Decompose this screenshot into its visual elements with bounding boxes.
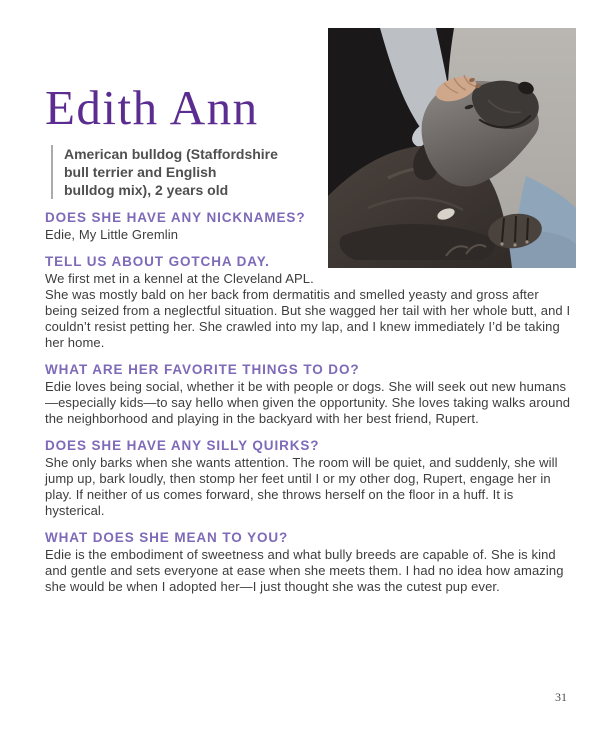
section-what-she-means bbox=[45, 530, 573, 595]
question-heading: WHAT DOES SHE MEAN TO YOU? bbox=[45, 530, 289, 545]
dog-name-title: Edith Ann bbox=[45, 80, 259, 135]
answer-text: Edie is the embodiment of sweetness and what bully breeds are capable of. She is kind and gentle and sets everyone at ease when she meets them. I had no idea how amazing she would be when I adopted her—I just thought she was the cutest pup ever. bbox=[45, 547, 564, 594]
breed-line-3: bulldog mix), 2 years old bbox=[64, 182, 229, 198]
answer-text: She was mostly bald on her back from dermatitis and smelled yeasty and gross after being seized from a neglectful situation. But she wagged her tail with her whole butt, and I couldn’t resist petting her. She crawled into my lap, and I knew immediately I’d be taking her home. bbox=[45, 287, 571, 350]
breed-line-1: American bulldog (Staffordshire bbox=[64, 146, 278, 162]
answer-intro-line: We first met in a kennel at the Cleveland APL. bbox=[45, 271, 314, 286]
article-content bbox=[45, 0, 573, 606]
section-favorite-things bbox=[45, 362, 573, 427]
breed-subtitle bbox=[51, 145, 309, 199]
breed-line-2: bull terrier and English bbox=[64, 164, 217, 180]
qa-sections bbox=[45, 210, 573, 595]
question-heading: DOES SHE HAVE ANY NICKNAMES? bbox=[45, 210, 306, 225]
question-heading: DOES SHE HAVE ANY SILLY QUIRKS? bbox=[45, 438, 320, 453]
section-nicknames bbox=[45, 210, 573, 243]
section-silly-quirks bbox=[45, 438, 573, 519]
question-heading: WHAT ARE HER FAVORITE THINGS TO DO? bbox=[45, 362, 360, 377]
answer-text: She only barks when she wants attention. The room will be quiet, and suddenly, she will jump up, bark loudly, then stomp her feet until I or my other dog, Rupert, engage her in play. If neither of us comes forward, she throws herself on the floor in a huff. It is hysterical. bbox=[45, 455, 558, 518]
page-number: 31 bbox=[555, 690, 567, 704]
answer-text: Edie, My Little Gremlin bbox=[45, 227, 179, 242]
answer-text: Edie loves being social, whether it be with people or dogs. She will seek out new humans—especially kids—to say hello when given the opportunity. She loves taking walks around the neighborhood and playing in the backyard with her best friend, Rupert. bbox=[45, 379, 571, 426]
section-gotcha-day bbox=[45, 254, 573, 351]
question-heading: TELL US ABOUT GOTCHA DAY. bbox=[45, 254, 270, 269]
